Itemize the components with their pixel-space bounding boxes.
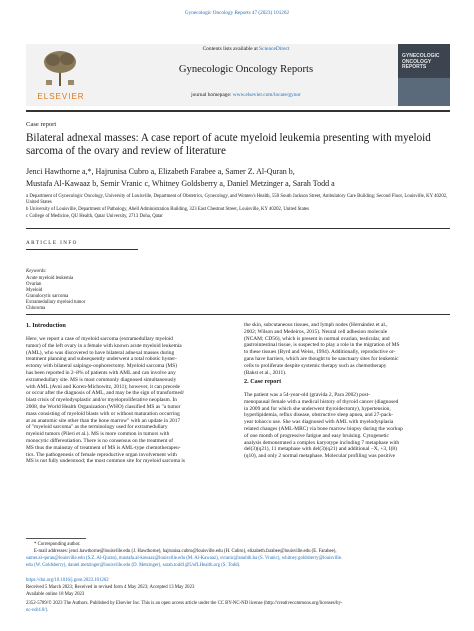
keyword: Myeloid (26, 288, 43, 293)
text-line: monocytic differentiation. There is no consensus on the treatment of (26, 437, 174, 444)
text-line: (NCAM; CD56), which is present in normal ovarian, testicular, and (244, 335, 390, 342)
affiliation: c College of Medicine, QU Health, Qatar University, 2713 Doha, Qatar (26, 214, 163, 219)
text-line: in 2009 and for which she underwent thyroidectomy), hypertension, (244, 405, 391, 412)
running-head[interactable]: Gynecologic Oncology Reports 47 (2023) 101202 (184, 10, 290, 16)
homepage-link[interactable]: www.elsevier.com/locate/gynor (232, 92, 301, 98)
cover-title: GYNECOLOGIC ONCOLOGY REPORTS (402, 53, 440, 71)
text-line: extramedullary site. MS is most commonly diagnosed simultaneously (26, 376, 177, 383)
text-line: at an anatomic site other than the bone marrow" with an update in 2017 (26, 417, 181, 424)
keyword: Ovarian (26, 282, 42, 287)
header-rule (26, 110, 450, 112)
case-heading: 2. Case report (244, 378, 282, 385)
keywords-label: Keywords: (26, 269, 47, 274)
text-line: (q10), and only 2 normal metaphase. Molecular profiling was positive (244, 453, 396, 460)
contents-prefix: Contents lists available at (202, 46, 260, 52)
journal-title: Gynecologic Oncology Reports (178, 64, 314, 75)
email-line[interactable]: samer.al-quran@louisville.edu (S.Z. Al-Quran), mustafa.al-kawaaz@louisville.edu (M. Al-Kawaaz), svranic@anubih.ba (S. Vranic), whitney.goldsberry@louisville. (26, 556, 343, 561)
text-line: blast crisis of myelodysplastic and/or myeloproliferative neoplasm. In (26, 397, 177, 404)
text-line: MS is not fully understood; the most common site for myeloid sarcoma is (26, 458, 186, 465)
text-line: tumor) of the left ovary in a female with known acute myeloid leukemia (26, 342, 182, 349)
author-list (26, 166, 450, 190)
text-line: ectomy with bilateral salpingo-oophorectomy. Myeloid sarcoma (MS) (26, 363, 178, 370)
text-line: analysis demonstrated a complex karyotype including 7 metaphase with (244, 439, 400, 446)
received-dates: Received 5 March 2023; Received in revised form 4 May 2023; Accepted 13 May 2023 (26, 585, 195, 590)
intro-paragraph (26, 336, 229, 465)
homepage-prefix: journal homepage: (191, 92, 233, 98)
keyword: Acute myeloid leukemia (26, 276, 74, 281)
text-line: to these tissues (Byrd and Weiss, 1994). Additionally, reproductive or- (244, 349, 396, 356)
publisher-name: ELSEVIER (37, 92, 85, 101)
text-line: of "myeloid sarcoma" as the terminology used for extramedullary (26, 424, 168, 431)
keyword: Extramedullary myeloid tumor (26, 300, 86, 305)
email-line[interactable]: E-mail addresses: jenci.hawthorne@louisville.edu (J. Hawthorne), hajrunisa.cubro@louisville.edu (H. Cubro), elizabeth.farabee@louisville.edu (E. Farabee), (34, 549, 337, 554)
text-line: treatment planning and subsequently underwent a total robotic hyster- (26, 356, 177, 363)
article-type: Case report (26, 121, 57, 128)
cover-band (398, 78, 450, 106)
text-line: del(3)(q21), 11 metaphase with del(3)(q21) and additional −X, +3, I(8) (244, 446, 397, 453)
keyword: Granulocytic sarcoma (26, 294, 69, 299)
authors-line[interactable]: Jenci Hawthorne a,*, Hajrunisa Cubro a, Elizabeth Farabee a, Samer Z. Al-Quran b, (26, 167, 295, 176)
license-line[interactable]: nc-nd/4.0/). (26, 608, 49, 613)
text-line: year tobacco use. She was diagnosed with AML with myelodysplasia (244, 419, 394, 426)
text-line: with AML (Avni and Koren-Michowitz, 2011); however, it can precede (26, 383, 180, 390)
email-line[interactable]: edu (W. Goldsberry), daniel.metzinger@louisville.edu (D. Metzinger), sarah.todd1@UofLHealth.org (S. Todd). (26, 563, 241, 568)
journal-homepage-line (96, 92, 396, 98)
text-line: 2008, the World Health Organization (WHO) classified MS as "a tumor (26, 403, 181, 410)
text-line: MS thus the mainstay of treatment of MS is AML-type chemotherapeu- (26, 444, 181, 451)
authors-line[interactable]: Mustafa Al-Kawaaz b, Semir Vranic c, Whitney Goldsberry a, Daniel Metzinger a, Sarah Todd a (26, 179, 335, 188)
text-line: hyperlipidemia, reflux disease, obstructive sleep apnea, and 27-pack- (244, 412, 394, 419)
text-line: related changes (AML-MRC) via bone marrow biopsy during the workup (244, 425, 403, 432)
online-date: Available online 18 May 2023 (26, 592, 85, 597)
text-line: myeloid tumors (Pileri et al.). MS is more common in tumors with (26, 431, 170, 438)
right-paragraph (244, 322, 450, 376)
doi-link[interactable]: https://doi.org/10.1016/j.gore.2023.101202 (26, 578, 109, 583)
footnote-rule (26, 538, 86, 539)
text-line: (AML), who was discovered to have bilateral adnexal masses during (26, 349, 175, 356)
journal-cover-thumbnail[interactable] (398, 44, 450, 106)
text-line: gans have barriers, which are thought to be sanctuary sites for leukemic (244, 355, 399, 362)
affiliation: a Department of Gynecologic Oncology, University of Louisville, Department of Obstetrics, Gynecology, and Women's Health, 550 South Jackson Street, Ambulatory Care Building; Second Floor, Louisville, KY 40202, United States (26, 194, 448, 206)
divider (26, 228, 450, 229)
elsevier-tree-icon (36, 48, 84, 88)
divider (26, 249, 138, 250)
text-line: (Bakst et al., 2011). (244, 369, 287, 376)
intro-heading: 1. Introduction (26, 322, 66, 329)
contents-line (96, 46, 396, 52)
article-info-heading: ARTICLE INFO (26, 240, 78, 246)
text-line: or occur after the diagnosis of AML, and may be the sign of transformed/ (26, 390, 185, 397)
text-line: gastrointestinal tissue, is suspected to play a role in the migration of MS (244, 342, 400, 349)
text-line: cells to proliferate despite systemic therapy such as chemotherapy (244, 362, 387, 369)
text-line: the skin, subcutaneous tissues, and lymph nodes (Hernández et al., (244, 322, 388, 328)
text-line: has been reported in 2–8% of patients with AML and can involve any (26, 369, 176, 376)
affiliation: b University of Louisville, Department of Pathology, Abell Administration Building, 323 East Chestnut Street, Louisville, KY 40202, United States (26, 207, 310, 212)
article-title: Bilateral adnexal masses: A case report of acute myeloid leukemia presenting with myeloid sarcoma of the ovary and review of literature (26, 132, 431, 158)
elsevier-logo[interactable] (26, 44, 96, 106)
text-line: The patient was a 54-year-old (gravida 2, Para 2002) post- (244, 392, 370, 398)
text-line: Here, we report a case of myeloid sarcoma (extramedullary myeloid (26, 336, 173, 342)
keyword: Chloroma (26, 306, 46, 311)
text-line: 2002; Wilson and Medeiros, 2015). Neural cell adhesion molecule (244, 328, 388, 335)
text-line: of one month of progressive fatigue and easy bruising. Cytogenetic (244, 432, 389, 439)
corresponding-note: * Corresponding author. (34, 542, 81, 547)
license-line[interactable]: 2352-5789/© 2023 The Authors. Published by Elsevier Inc. This is an open access article under the CC BY-NC-ND license (http://creativecommons.org/licenses/by- (26, 601, 343, 606)
text-line: tics. The pathogenesis of female reproductive organ involvement with (26, 451, 177, 458)
case-paragraph (244, 392, 450, 460)
text-line: mass consisting of myeloid blasts with or without maturation occurring (26, 410, 180, 417)
divider (26, 314, 450, 315)
text-line: menopausal female with a medical history of thyroid cancer (diagnosed (244, 398, 399, 405)
sciencedirect-link[interactable]: ScienceDirect (259, 46, 290, 52)
